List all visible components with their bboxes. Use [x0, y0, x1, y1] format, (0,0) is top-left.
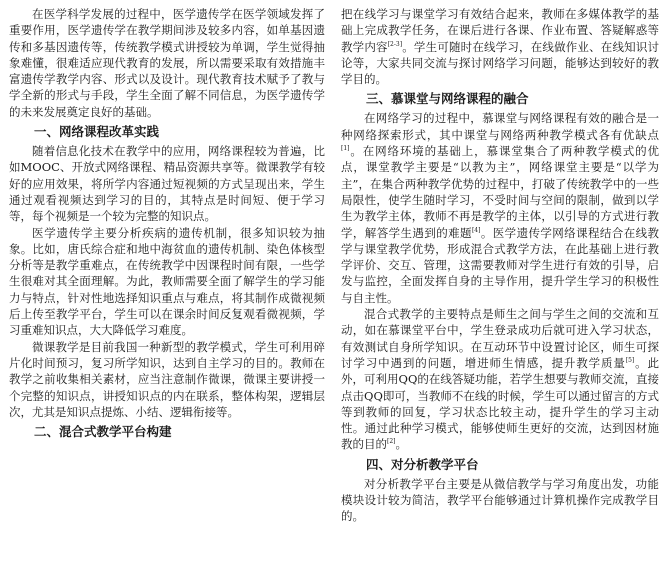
citation: [2-3]: [387, 40, 403, 48]
citation: [5]: [625, 356, 635, 364]
paragraph-genetic-mechanism: 医学遗传学主要分析疾病的遗传机制，很多知识较为抽象。比如，唐氏综合症和地中海贫血的遗传机制、染色体核型分析等是教学重难点，在传统教学中因课程时间有限，一些学生很难对其全面理解。为此，教师需要全面了解学生的学习能力与特点，针对性地选择知识重点与难点，将其制作成微视频后上传至教学平台，学生可以在课余时间反复观看微视频，学习重难知识点，大大降低学习难度。: [9, 225, 325, 338]
paragraph-micro-lecture: 微课教学是目前我国一种新型的教学模式，学生可利用碎片化时间预习，复习所学知识，达到自主学习的目的。教师在教学之前收集相关素材，应当注意制作微课，微课主要讲授一个完整的知识点，讲授知识点的内在联系，整体构架，逻辑层次，尤其是知识点提炼、小结、逻辑衔接等。: [9, 339, 325, 419]
paragraph-analysis-platform: 对分析教学平台主要是从微信教学与学习角度出发，功能模块设计较为简洁，教学平台能够通过计算机操作完成教学目的。: [341, 476, 659, 524]
section-heading-network-course-reform: 一、网络课程改革实践: [34, 124, 160, 140]
paragraph-continued: 把在线学习与课堂学习有效结合起来，教师在多媒体教学的基础上完成教学任务，在课后进行各课、作业布置、答疑解惑等教学内容[2-3]。学生可随时在线学习，在线做作业、在线知识讨论等，大家共同交流与探讨网络学习问题，能够达到较好的教学目的。: [341, 7, 659, 87]
citation: [1]: [341, 145, 350, 153]
paragraph-online-courses: 随着信息化技术在教学中的应用，网络课程较为普遍，比如MOOC、开放式网络课程、精品资源共享等。微课教学有较好的应用效果，将所学内容通过短视频的方式呈现出来，学生通过观看视频达到学习的目的，其特点是时间短、便于学习等，每个视频是一个较为完整的知识点。: [9, 144, 325, 224]
citation: [2]: [387, 438, 396, 446]
right-column: [341, 6, 659, 525]
paragraph-interaction: 混合式教学的主要特点是师生之间与学生之间的交流和互动，如在慕课堂平台中，学生登录成功后就可进入学习状态，有效测试自身所学知识。在互动环节中设置讨论区，师生可探讨学习中遇到的问题，增进师生情感，提升教学质量[5]。此外，可利用QQ的在线答疑功能，若学生想要与教师交流，直接点击QQ即可，当教师不在线的时候，学生可以通过留言的方式等到教师的回复，学习状态比较主动，提升学生的学习主动性。通过此种学习模式，能够使师生更好的交流，达到因材施教的目的[2]。: [341, 307, 660, 452]
section-heading-mooc-fusion: 三、慕课堂与网络课程的融合: [366, 91, 529, 107]
intro-paragraph: 在医学科学发展的过程中，医学遗传学在医学领域发挥了重要作用，医学遗传学在教学期间涉及较多内容，如单基因遗传和多基因遗传等，传统教学模式讲授较为单调，学生觉得抽象难懂，很难适应现代教育的发展，所以需要采取有效措施丰富遗传学教学内容、形式以及设计。现代教育技术赋予了教与学全新的形式与手段，学生全面了解不同信息，为医学遗传学的未来发展奠定良好的基础。: [9, 7, 325, 119]
section-heading-blended-platform: 二、混合式教学平台构建: [34, 424, 172, 440]
section-heading-analysis-platform: 四、对分析教学平台: [366, 456, 479, 472]
paragraph-mooc-fusion: 在网络学习的过程中，慕课堂与网络课程有效的融合是一种网络探索形式，其中课堂与网络两种教学模式各有优缺点[1]。在网络环境的基础上，慕课堂集合了两种教学模式的优点，课堂教学主要是“以教为主”，网络课堂主要是“以学为主”，在集合两种教学优势的过程中，打破了传统教学中的一些局限性，使学生随时学习，不受时间与空间的限制，做到以学生为教学主体，教师不再是教学的主体，以引导的方式进行教学，解答学生遇到的难题[4]。医学遗传学网络课程结合在线教学与课堂教学优势，形成混合式教学方法，在此基础上进行教学评价、交互、管理，这需要教师对学生进行有效的引导，启发与监控，全面发挥自身的主导作用，提升学生学习的积极性与自主性。: [341, 111, 660, 305]
left-column: [9, 6, 325, 443]
citation: [4]: [471, 226, 481, 234]
